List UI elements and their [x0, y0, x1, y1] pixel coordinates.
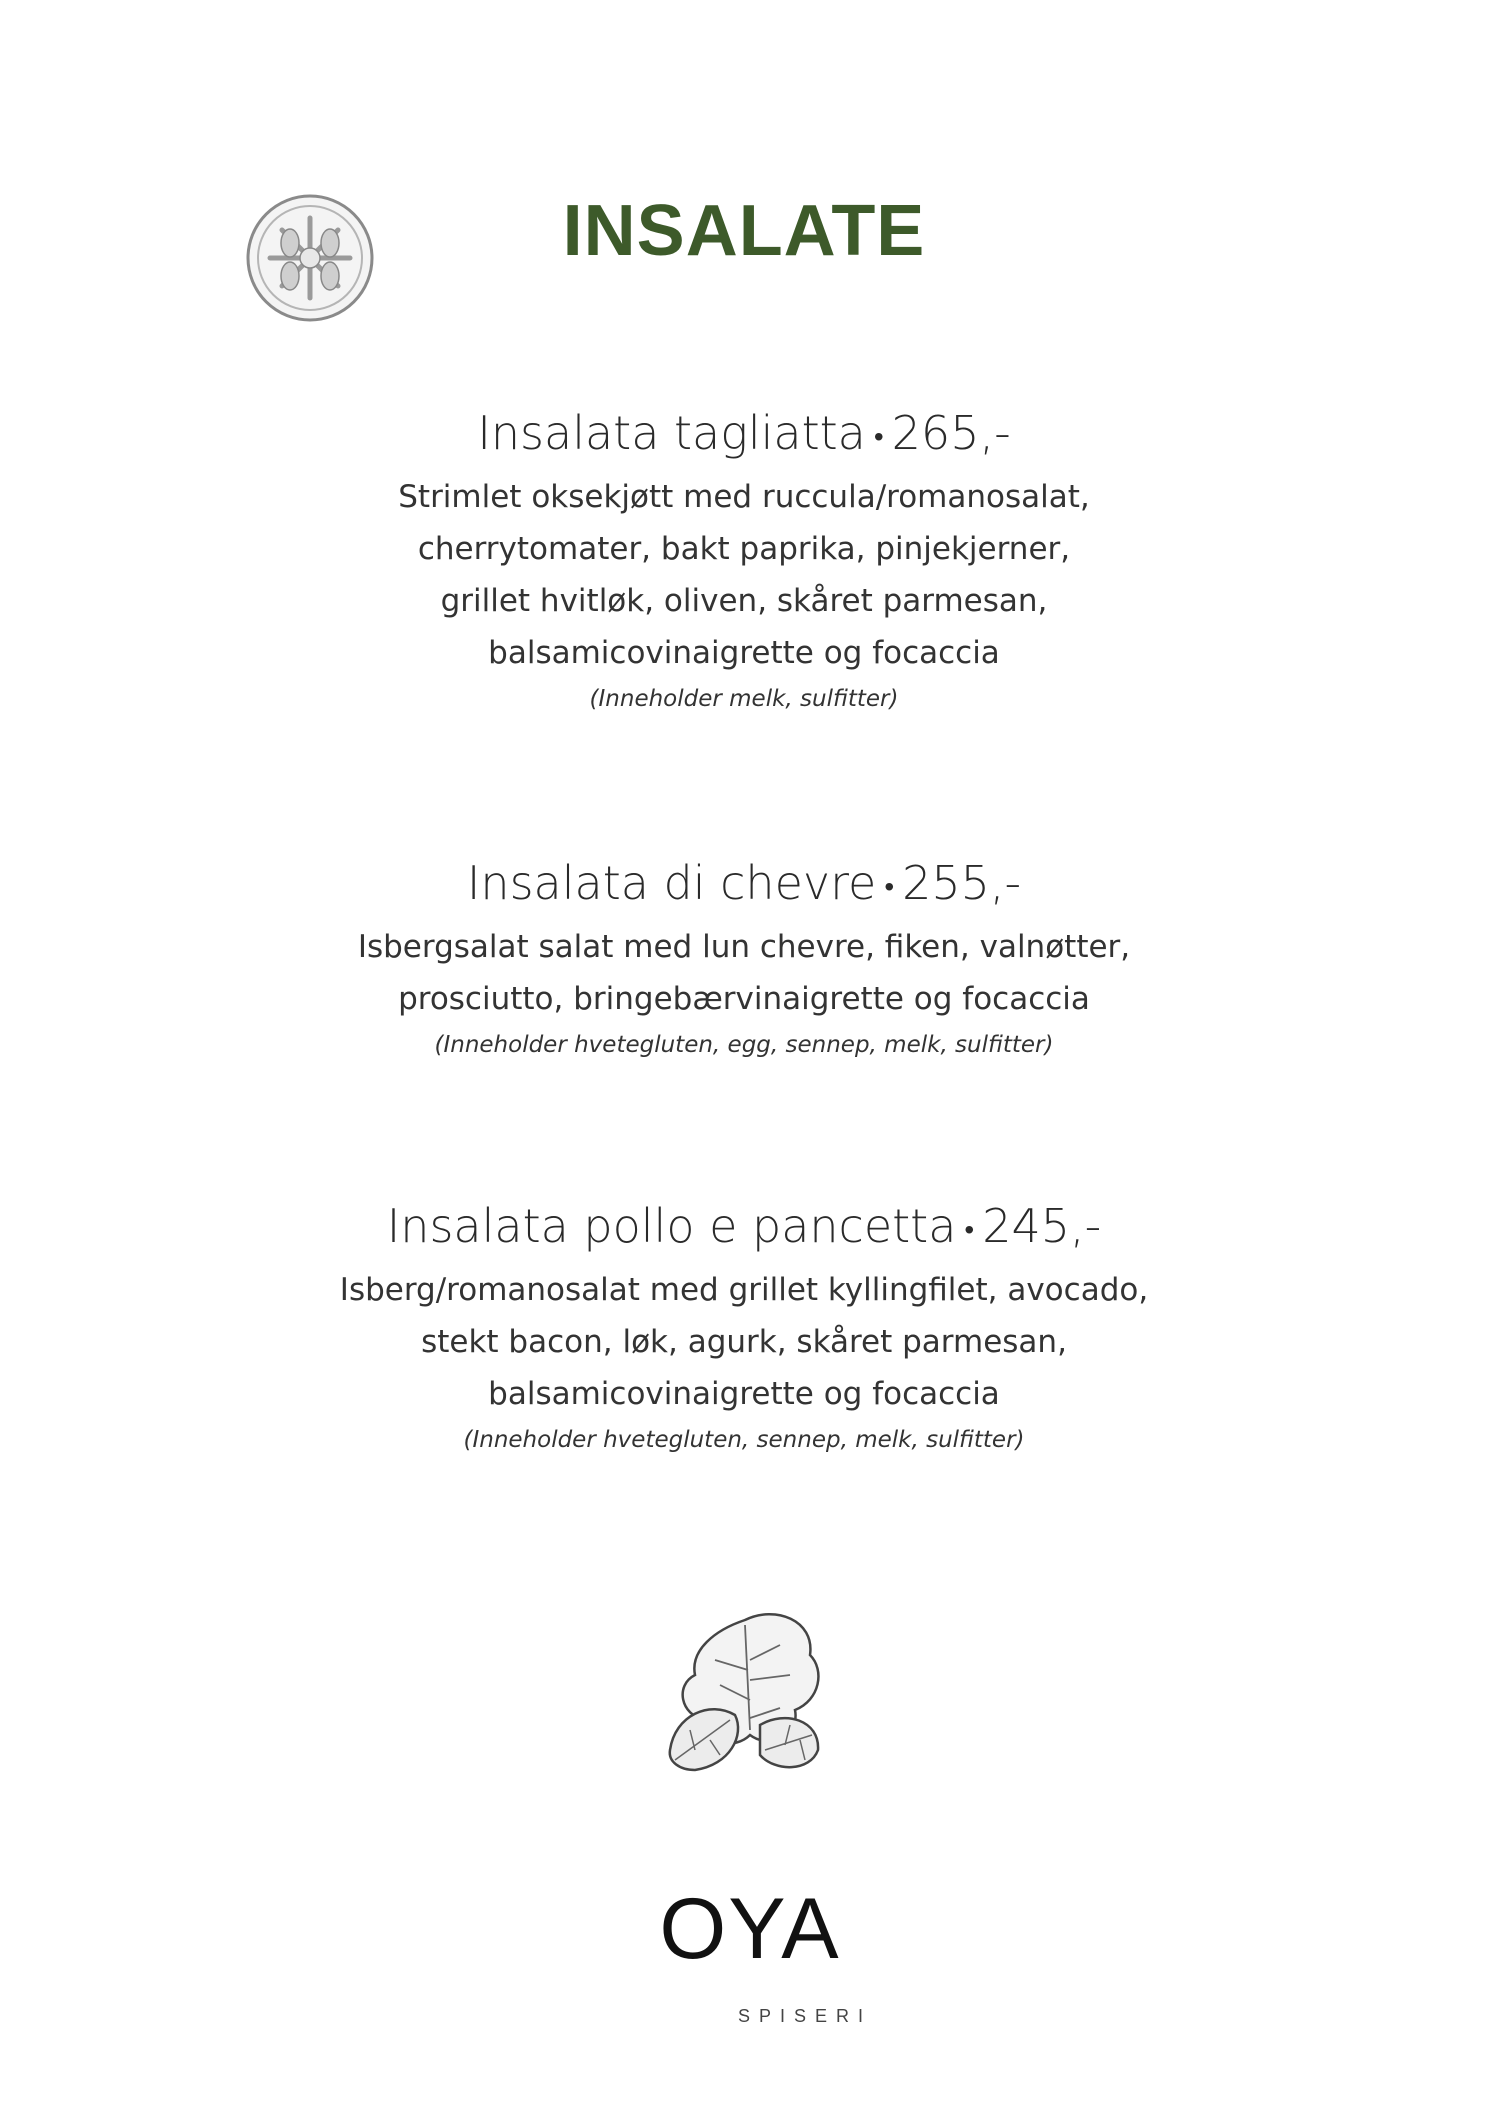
item-description [0, 471, 1488, 679]
brand-logo [620, 1880, 880, 2030]
item-name: Insalata di chevre [466, 856, 877, 910]
item-allergens: (Inneholder hvetegluten, egg, sennep, melk, sulfitter) [434, 1031, 1054, 1058]
description-line: balsamicovinaigrette og focaccia [488, 634, 1000, 671]
item-price: 265,- [891, 406, 1011, 460]
menu-item [0, 405, 1488, 717]
description-line: Strimlet oksekjøtt med ruccula/romanosalat, [398, 478, 1090, 515]
separator-dot: • [964, 1212, 975, 1246]
description-line: Isberg/romanosalat med grillet kyllingfilet, avocado, [339, 1271, 1149, 1308]
brand-subtitle: SPISERI [738, 2006, 873, 2026]
lettuce-leaf-icon [650, 1600, 840, 1780]
description-line: stekt bacon, løk, agurk, skåret parmesan, [421, 1323, 1067, 1360]
page-title: INSALATE [562, 191, 926, 271]
description-line: grillet hvitløk, oliven, skåret parmesan, [440, 582, 1048, 619]
description-line: cherrytomater, bakt paprika, pinjekjerner, [417, 530, 1071, 567]
item-name: Insalata pollo e pancetta [386, 1199, 957, 1253]
item-allergens: (Inneholder melk, sulfitter) [589, 685, 899, 712]
menu-item [0, 1198, 1488, 1458]
item-heading [0, 855, 1488, 915]
item-description [0, 1264, 1488, 1420]
description-line: Isbergsalat salat med lun chevre, fiken, valnøtter, [357, 928, 1131, 965]
item-heading [0, 1198, 1488, 1258]
description-line: prosciutto, bringebærvinaigrette og focaccia [398, 980, 1090, 1017]
item-allergens: (Inneholder hvetegluten, sennep, melk, sulfitter) [463, 1426, 1025, 1453]
brand-name: OYA [659, 1881, 841, 1977]
separator-dot: • [873, 419, 884, 453]
item-description [0, 921, 1488, 1025]
item-heading [0, 405, 1488, 465]
item-price: 245,- [982, 1199, 1102, 1253]
menu-item [0, 855, 1488, 1063]
item-name: Insalata tagliatta [477, 406, 866, 460]
item-price: 255,- [902, 856, 1022, 910]
description-line: balsamicovinaigrette og focaccia [488, 1375, 1000, 1412]
separator-dot: • [884, 869, 895, 903]
